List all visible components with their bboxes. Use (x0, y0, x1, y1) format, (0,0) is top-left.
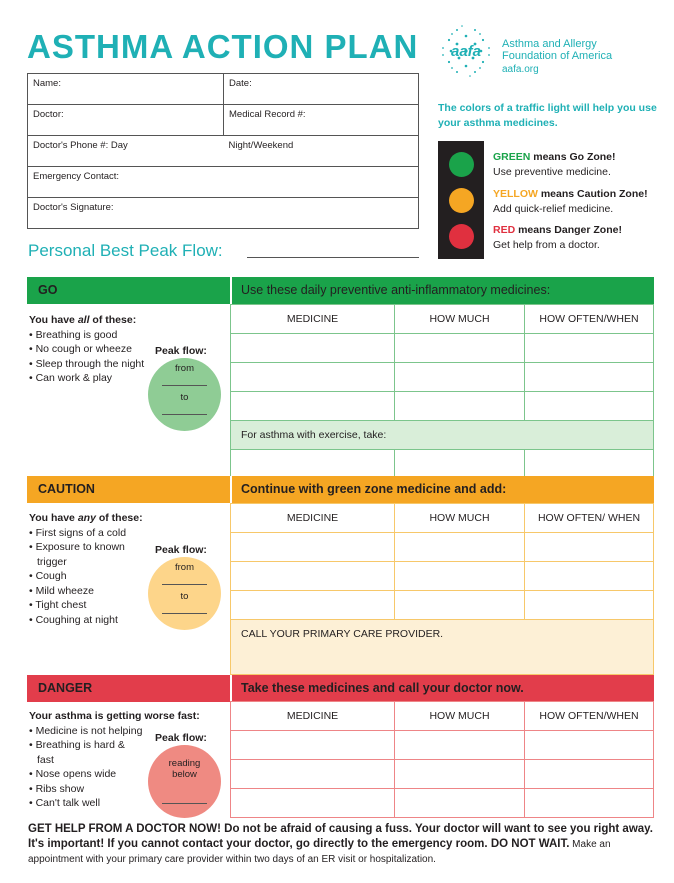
list-item: • Breathing is hard & fast (29, 738, 139, 767)
go-peak-flow-circle: from to (148, 358, 221, 431)
org-url: aafa.org (502, 64, 539, 75)
go-zone-instruction: Use these daily preventive anti-inflammatory medicines: (241, 283, 551, 297)
list-item: • No cough or wheeze (29, 342, 159, 357)
doctor-field[interactable]: Doctor: (28, 105, 224, 136)
danger-reading-input[interactable] (162, 803, 207, 804)
medical-record-field[interactable]: Medical Record #: (224, 105, 419, 136)
name-field[interactable]: Name: (28, 74, 224, 105)
yellow-light-icon (449, 188, 474, 213)
list-item: • First signs of a cold (29, 526, 159, 541)
danger-peak-flow-label: Peak flow: (155, 732, 207, 744)
go-medicine-table (230, 304, 654, 479)
col-how-often: HOW OFTEN/ WHEN (525, 504, 654, 533)
danger-zone-header (27, 675, 654, 702)
aafa-logo-icon (437, 22, 495, 80)
list-item: • Exposure to known trigger (29, 540, 149, 569)
table-row (231, 591, 654, 620)
list-item: • Nose opens wide (29, 767, 169, 782)
caution-zone-instruction: Continue with green zone medicine and add: (241, 482, 507, 496)
list-item: • Ribs show (29, 782, 169, 797)
list-item: • Can't talk well (29, 796, 169, 811)
danger-medicine-table (230, 701, 654, 818)
night-weekend-field[interactable]: Night/Weekend (224, 136, 419, 167)
footer-warning: GET HELP FROM A DOCTOR NOW! Do not be afraid of causing a fuss. Your doctor will want to see you right away. It's important! If you cannot contact your doctor, go directly to the emergency room. DO NOT WAIT. Make an appointment with your primary care provider within two days of an ER visit or hospitalization. (28, 823, 653, 865)
col-how-much: HOW MUCH (395, 702, 525, 731)
personal-best-label: Personal Best Peak Flow: (28, 241, 223, 260)
traffic-intro: The colors of a traffic light will help you use your asthma medicines. (438, 102, 657, 129)
zone-divider (230, 277, 232, 304)
caution-peak-flow-circle: from to (148, 557, 221, 630)
legend-green: GREEN means Go Zone! Use preventive medicine. (493, 151, 616, 178)
red-light-icon (449, 224, 474, 249)
go-to-input[interactable] (162, 414, 207, 415)
danger-zone-instruction: Take these medicines and call your doctor now. (241, 681, 524, 695)
list-item: • Tight chest (29, 598, 159, 613)
list-item: • Medicine is not helping (29, 724, 169, 739)
signature-field[interactable]: Doctor's Signature: (28, 198, 419, 229)
col-medicine: MEDICINE (231, 504, 395, 533)
col-how-often: HOW OFTEN/WHEN (525, 702, 654, 731)
table-row (231, 392, 654, 421)
list-item: • Mild wheeze (29, 584, 159, 599)
col-medicine: MEDICINE (231, 305, 395, 334)
list-item: • Can work & play (29, 371, 159, 386)
org-name: Asthma and Allergy Foundation of America (502, 38, 613, 62)
legend-red: RED means Danger Zone! Get help from a doctor. (493, 224, 622, 251)
traffic-light-icon (438, 141, 484, 259)
table-row (231, 760, 654, 789)
table-row (231, 562, 654, 591)
caution-peak-flow-label: Peak flow: (155, 544, 207, 556)
list-item: • Breathing is good (29, 328, 159, 343)
go-from-input[interactable] (162, 385, 207, 386)
danger-peak-flow-circle: reading below (148, 745, 221, 818)
table-row (231, 533, 654, 562)
zone-divider (230, 675, 232, 702)
date-field[interactable]: Date: (224, 74, 419, 105)
go-symptoms: You have all of these: • Breathing is good • No cough or wheeze • Sleep through the night • Can work & play (29, 313, 159, 386)
caution-zone-label: CAUTION (38, 482, 95, 496)
call-provider-note: CALL YOUR PRIMARY CARE PROVIDER. (231, 620, 654, 675)
caution-from-input[interactable] (162, 584, 207, 585)
zone-divider (230, 476, 232, 503)
go-zone-label: GO (38, 283, 58, 297)
col-medicine: MEDICINE (231, 702, 395, 731)
legend-yellow: YELLOW means Caution Zone! Add quick-relief medicine. (493, 188, 648, 215)
danger-symptoms: Your asthma is getting worse fast: • Medicine is not helping • Breathing is hard & fast • Nose opens wide • Ribs show • Can't talk well (29, 709, 169, 811)
green-light-icon (449, 152, 474, 177)
caution-medicine-table (230, 503, 654, 675)
personal-best-input[interactable] (247, 257, 419, 258)
list-item: • Coughing at night (29, 613, 159, 628)
phone-day-field[interactable]: Doctor's Phone #: Day (28, 136, 224, 167)
table-row (231, 334, 654, 363)
danger-zone-label: DANGER (38, 681, 93, 695)
caution-zone-header (27, 476, 654, 503)
table-row (231, 789, 654, 818)
list-item: • Sleep through the night (29, 357, 159, 372)
emergency-contact-field[interactable]: Emergency Contact: (28, 167, 419, 198)
table-row (231, 363, 654, 392)
col-how-much: HOW MUCH (395, 504, 525, 533)
table-row (231, 731, 654, 760)
logo-text: aafa (450, 43, 482, 60)
patient-info-form (27, 73, 419, 229)
col-how-much: HOW MUCH (395, 305, 525, 334)
table-row (231, 450, 654, 479)
go-peak-flow-label: Peak flow: (155, 345, 207, 357)
caution-to-input[interactable] (162, 613, 207, 614)
col-how-often: HOW OFTEN/WHEN (525, 305, 654, 334)
go-zone-header (27, 277, 654, 304)
caution-symptoms: You have any of these: • First signs of a cold • Exposure to known trigger • Cough • Mild wheeze • Tight chest • Coughing at night (29, 511, 159, 627)
exercise-note: For asthma with exercise, take: (231, 421, 654, 450)
list-item: • Cough (29, 569, 159, 584)
page-title: ASTHMA ACTION PLAN (27, 28, 419, 65)
